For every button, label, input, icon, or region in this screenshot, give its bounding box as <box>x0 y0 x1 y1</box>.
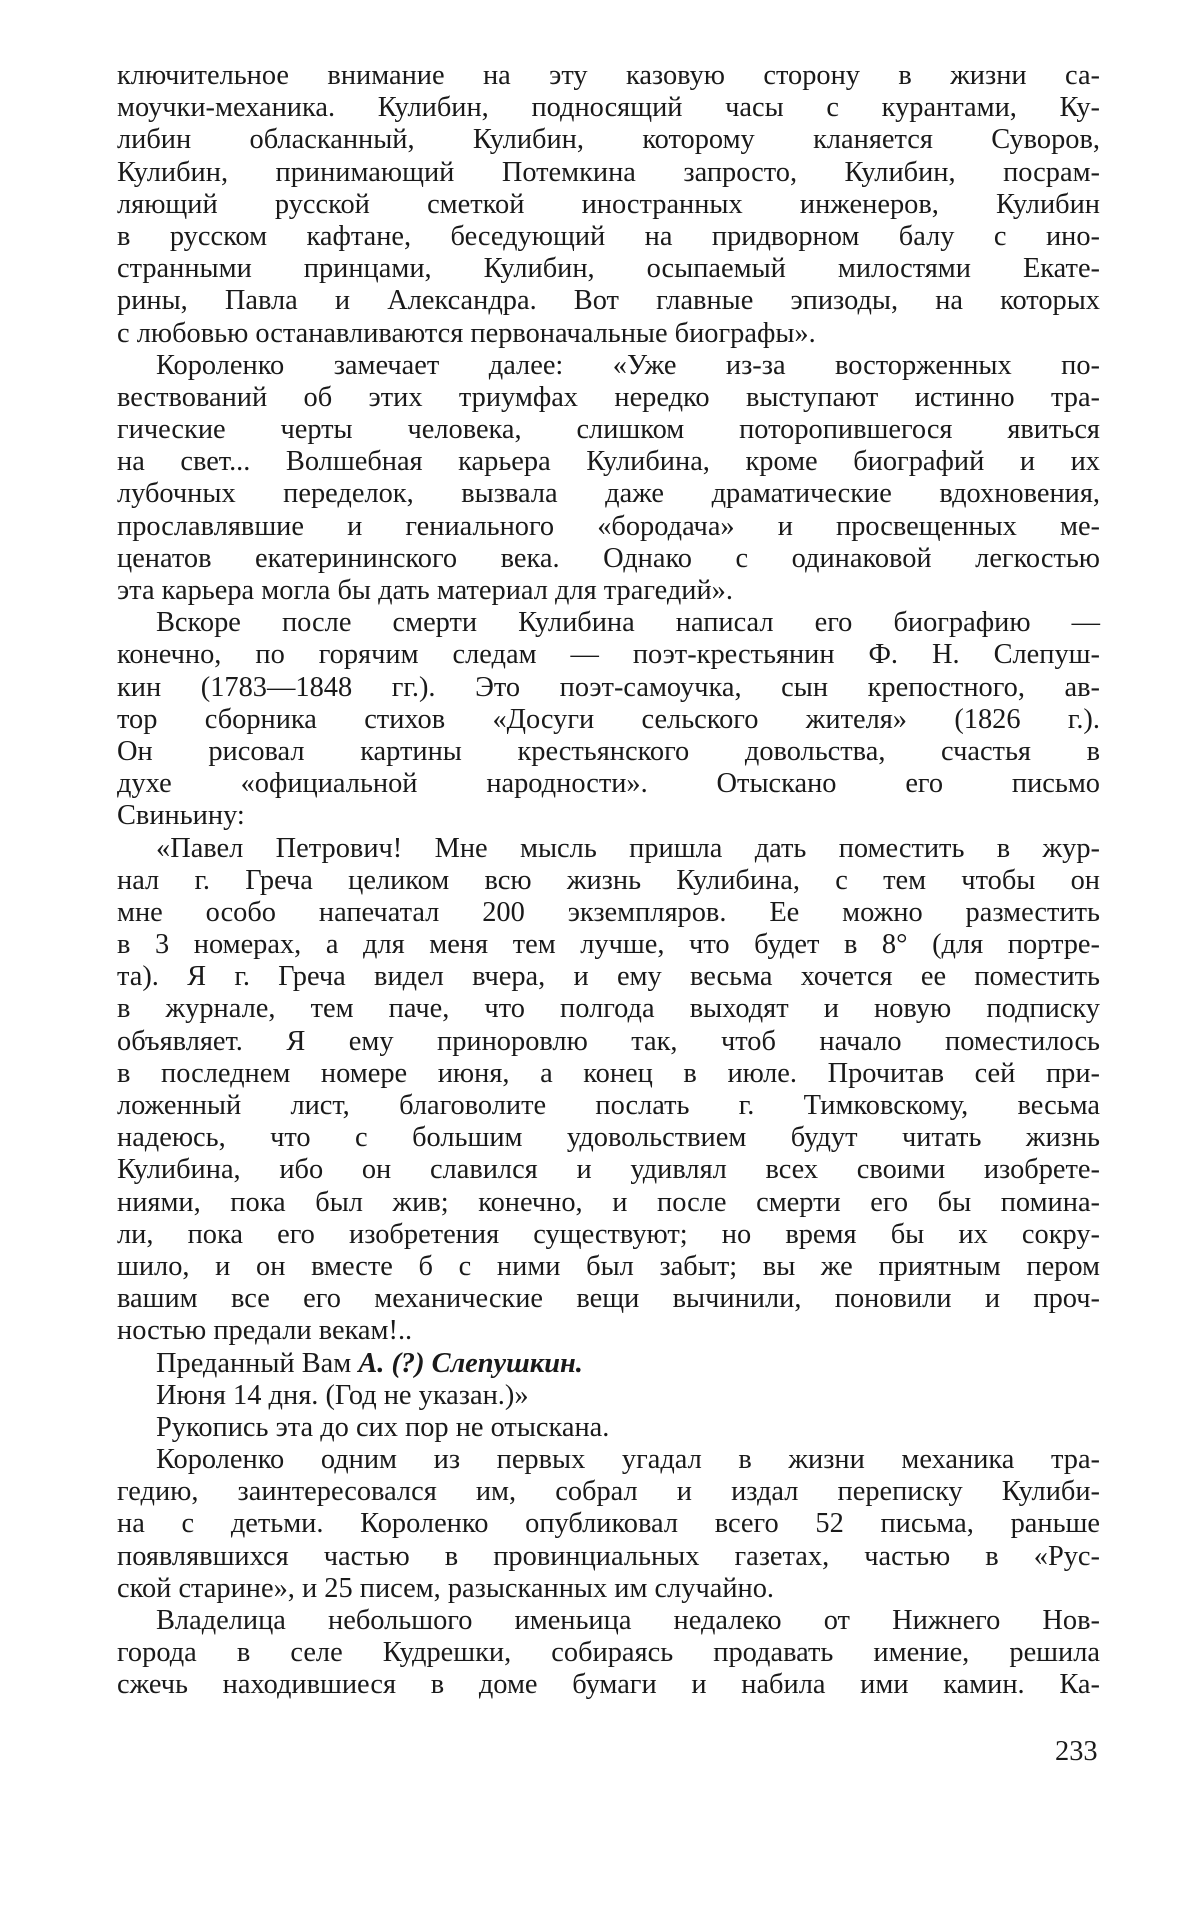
text-line: Кулибин, принимающий Потемкина запросто, Кулибин, посрам- <box>117 156 1100 188</box>
signature-name: А. (?) Слепушкин. <box>358 1347 583 1379</box>
text-line: тор сборника стихов «Досуги сельского жителя» (1826 г.). <box>117 703 1100 735</box>
text-line: либин обласканный, Кулибин, которому кланяется Суворов, <box>117 124 1100 156</box>
text-line: ностью предали векам!.. <box>117 1315 413 1347</box>
paragraph-group-2 <box>117 1412 1100 1702</box>
page-number: 233 <box>1055 1736 1098 1767</box>
text-line: в 3 номерах, а для меня тем лучше, что будет в 8° (для портре- <box>117 929 1100 961</box>
text-line: Рукопись эта до сих пор не отыскана. <box>156 1411 610 1443</box>
text-line: Короленко одним из первых угадал в жизни механика тра- <box>156 1444 1100 1476</box>
text-line: нал г. Греча целиком всю жизнь Кулибина, с тем чтобы он <box>117 864 1100 896</box>
body-text <box>117 60 1100 1702</box>
text-line: прославлявшие и гениального «бородача» и просвещенных ме- <box>117 510 1100 542</box>
text-line: шило, и он вместе б с ними был забыт; вы же приятным пером <box>117 1250 1100 1282</box>
text-line: ляющий русской сметкой иностранных инженеров, Кулибин <box>117 188 1100 220</box>
text-line: города в селе Кудрешки, собираясь продавать имение, решила <box>117 1637 1100 1669</box>
text-line: на свет... Волшебная карьера Кулибина, кроме биографий и их <box>117 446 1100 478</box>
text-line: сжечь находившиеся в доме бумаги и набила ими камин. Ка- <box>117 1669 1100 1701</box>
text-line: конечно, по горячим следам — поэт-крестьянин Ф. Н. Слепуш- <box>117 639 1100 671</box>
text-line: лубочных переделок, вызвала даже драматические вдохновения, <box>117 478 1100 510</box>
text-line: духе «официальной народности». Отыскано его письмо <box>117 768 1100 800</box>
text-line: Владелица небольшого именьица недалеко от Нижнего Нов- <box>156 1605 1100 1636</box>
text-line: гические черты человека, слишком поторопившегося явиться <box>117 414 1100 446</box>
text-line: ложенный лист, благоволите послать г. Тимковскому, весьма <box>117 1090 1100 1121</box>
text-line: ценатов екатерининского века. Однако с одинаковой легкостью <box>117 542 1100 574</box>
paragraph-group-1 <box>117 60 1100 1348</box>
text-line: та). Я г. Греча видел вчера, и ему весьма хочется ее поместить <box>117 961 1100 993</box>
text-line: мне особо напечатал 200 экземпляров. Ее можно разместить <box>117 896 1100 928</box>
text-line: на с детьми. Короленко опубликовал всего 52 письма, раньше <box>117 1508 1100 1540</box>
date-line: Июня 14 дня. (Год не указан.)» <box>156 1379 529 1411</box>
text-line: Свиньину: <box>117 800 245 832</box>
text-line: гедию, заинтересовался им, собрал и издал переписку Кулиби- <box>117 1476 1100 1508</box>
text-line: «Павел Петрович! Мне мысль пришла дать поместить в жур- <box>156 832 1100 864</box>
text-line: с любовью останавливаются первоначальные биографы». <box>117 317 816 349</box>
text-line: вашим все его механические вещи вычинили, поновили и проч- <box>117 1283 1100 1315</box>
text-line: ниями, пока был жив; конечно, и после смерти его бы помина- <box>117 1186 1100 1218</box>
text-line: в последнем номере июня, а конец в июле. Прочитав сей при- <box>117 1057 1100 1089</box>
text-line: надеюсь, что с большим удовольствием будут читать жизнь <box>117 1122 1100 1154</box>
text-line: в русском кафтане, беседующий на придворном балу с ино- <box>117 220 1100 252</box>
text-line: появлявшихся частью в провинциальных газетах, частью в «Рус- <box>117 1540 1100 1572</box>
signature-prefix: Преданный Вам <box>156 1347 359 1379</box>
text-line: рины, Павла и Александра. Вот главные эпизоды, на которых <box>117 285 1100 317</box>
text-line: Он рисовал картины крестьянского довольства, счастья в <box>117 735 1100 767</box>
text-line: кин (1783—1848 гг.). Это поэт-самоучка, сын крепостного, ав- <box>117 671 1100 703</box>
text-line: ключительное внимание на эту казовую сторону в жизни са- <box>117 60 1100 91</box>
text-line: Вскоре после смерти Кулибина написал его биографию — <box>156 607 1100 639</box>
text-line: странными принцами, Кулибин, осыпаемый милостями Екате- <box>117 253 1100 285</box>
text-line: Кулибина, ибо он славился и удивлял всех своими изобрете- <box>117 1154 1100 1186</box>
text-line: в журнале, тем паче, что полгода выходят и новую подписку <box>117 993 1100 1025</box>
text-line: объявляет. Я ему приноровлю так, чтоб начало поместилось <box>117 1025 1100 1057</box>
text-line: Короленко замечает далее: «Уже из-за восторженных по- <box>156 349 1100 381</box>
text-line: вествований об этих триумфах нередко выступают истинно тра- <box>117 381 1100 413</box>
text-line: моучки-механика. Кулибин, подносящий часы с курантами, Ку- <box>117 92 1100 124</box>
signature-line <box>117 1348 1100 1380</box>
text-line: эта карьера могла бы дать материал для трагедий». <box>117 575 733 606</box>
text-line: ской старине», и 25 писем, разысканных им случайно. <box>117 1572 775 1604</box>
text-line: ли, пока его изобретения существуют; но время бы их сокру- <box>117 1218 1100 1250</box>
